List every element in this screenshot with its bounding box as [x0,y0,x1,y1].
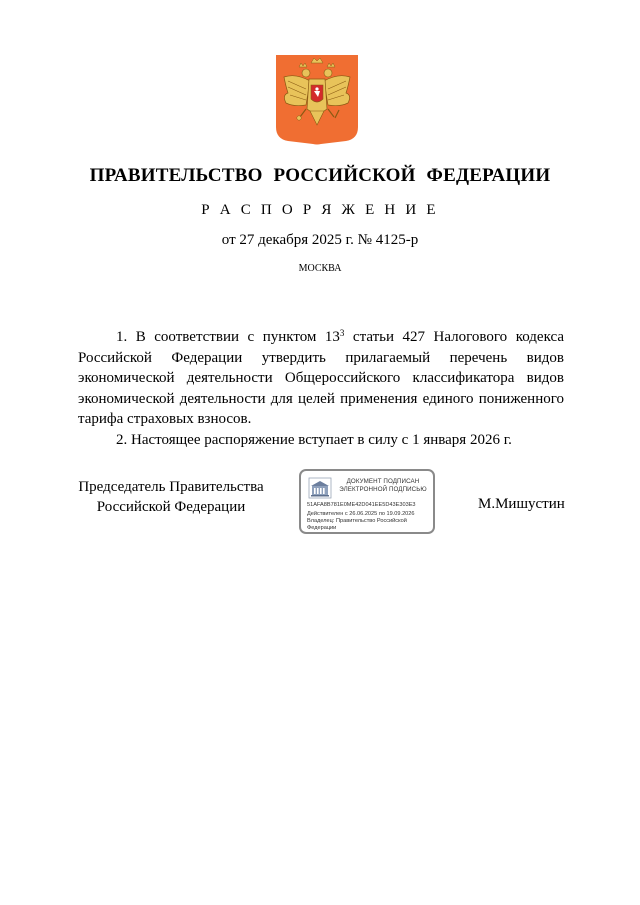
paragraph-1 [78,327,564,430]
document-body [78,327,564,450]
stamp-validity: Действителен с 26.06.2025 по 19.09.2026 [307,511,415,517]
government-title: ПРАВИТЕЛЬСТВО РОССИЙСКОЙ ФЕДЕРАЦИИ [89,165,551,186]
document-city: МОСКВА [298,263,342,274]
paragraph-1-text: статьи 427 Налогового кодекса Российской Федерации утвердить прилагаемый перечень видов экономической деятельности Общероссийского классификатора видов экономической деятельности для целей применения единого пониженного тарифа страховых взносов. [78,329,564,427]
paragraph-1-prefix: 1. В соответствии с пунктом 13 [116,329,340,345]
stamp-certificate-number: 51AFA8B781E0ME42D041EE5D43E303E3 [307,502,416,508]
document-date-number: от 27 декабря 2025 г. № 4125-р [221,232,419,248]
paragraph-1-superscript: 3 [339,328,345,338]
signer-title [78,477,264,517]
stamp-owner: Владелец: Правительство Российской Федерации [307,518,407,531]
signer-title-line-1: Председатель Правительства [78,479,264,495]
building-icon [308,477,332,499]
document-type: Р А С П О Р Я Ж Е Н И Е [201,202,439,218]
paragraph-2: 2. Настоящее распоряжение вступает в силу с 1 января 2026 г. [116,431,512,448]
e-signature-stamp [299,469,435,534]
signer-name: М.Мишустин [478,496,565,512]
stamp-heading [335,478,431,494]
signer-title-line-2: Российской Федерации [96,499,246,515]
coat-of-arms-icon [276,55,358,145]
stamp-heading-line-2: ЭЛЕКТРОННОЙ ПОДПИСЬЮ [339,486,427,493]
stamp-heading-line-1: ДОКУМЕНТ ПОДПИСАН [346,478,420,485]
